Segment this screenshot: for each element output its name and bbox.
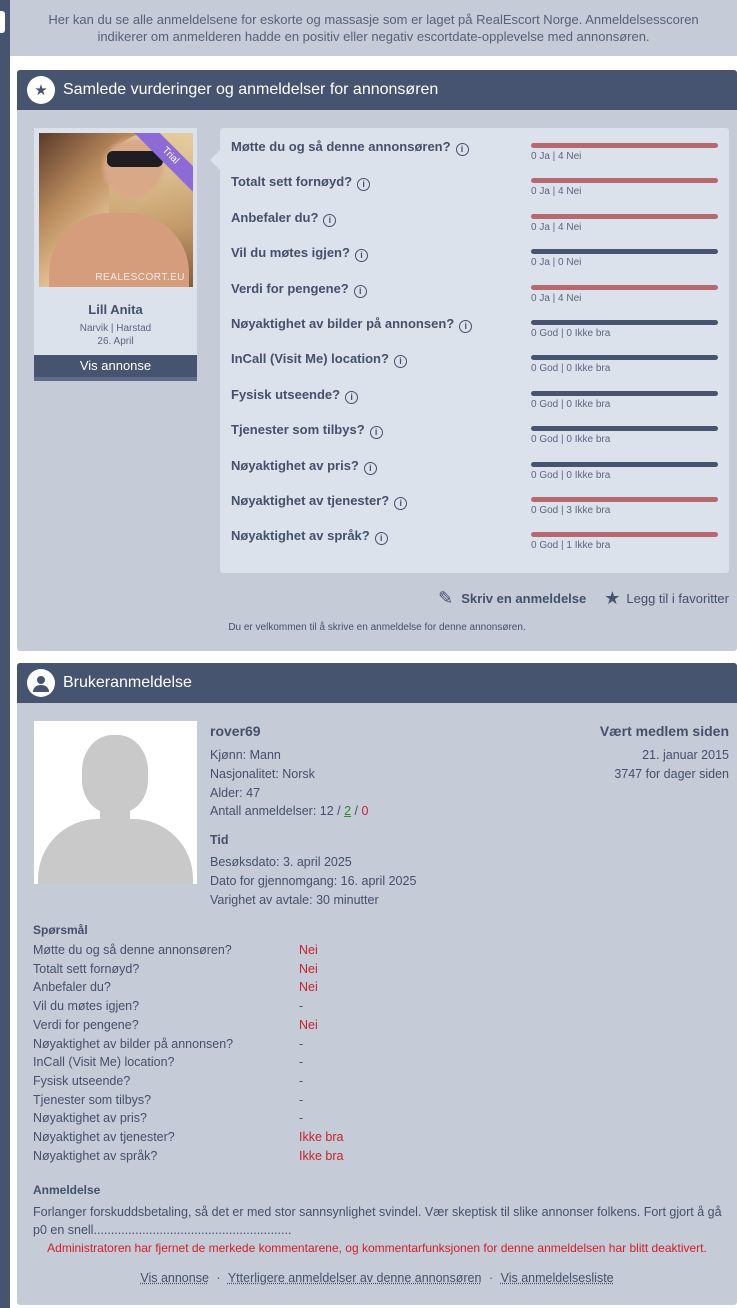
rating-count: 0 God | 0 Ikke bra: [531, 398, 611, 410]
trial-badge: Trial: [132, 133, 193, 194]
question-answer: -: [299, 1055, 304, 1070]
advertiser-photo[interactable]: [39, 133, 193, 287]
time-heading: Tid: [210, 833, 229, 847]
user-review-title: Brukeranmeldelse: [63, 674, 192, 691]
question-label: Anbefaler du?: [33, 980, 111, 995]
admin-note: Administratoren har fjernet de merkede kommentarene, og kommentarfunksjonen for denne anmeldelsen har blitt deaktivert.: [47, 1241, 707, 1255]
question-label: Totalt sett fornøyd?: [33, 961, 140, 976]
rating-question: Totalt sett fornøyd? i: [231, 174, 370, 191]
question-answer: -: [299, 1073, 304, 1088]
rating-question: Fysisk utseende? i: [231, 387, 358, 404]
review-links: Vis annonse · Ytterligere anmeldelser av denne annonsøren · Vis anmeldelsesliste: [140, 1271, 614, 1285]
rating-bar: [531, 532, 718, 537]
rating-question: Anbefaler du? i: [231, 210, 336, 227]
link-more-reviews[interactable]: Ytterligere anmeldelser av denne annonsøren: [227, 1271, 482, 1285]
reviewer-age: Alder: 47: [210, 786, 261, 800]
advertiser-card: [34, 128, 197, 381]
reviewer-gender: Kjønn: Mann: [210, 748, 281, 762]
user-review-panel: [17, 663, 737, 1305]
rating-count: 0 Ja | 4 Nei: [531, 151, 582, 162]
question-row: [33, 962, 723, 980]
question-label: Møtte du og så denne annonsøren?: [33, 943, 232, 957]
ratings-panel-title: Samlede vurderinger og anmeldelser for annonsøren: [63, 81, 439, 98]
question-row: [33, 999, 723, 1017]
rating-row: [220, 163, 729, 198]
question-row: [33, 1093, 723, 1111]
rating-count: 0 Ja | 4 Nei: [531, 186, 582, 198]
info-icon[interactable]: i: [370, 426, 383, 439]
review-heading: Anmeldelse: [33, 1183, 101, 1197]
sidebar-toggle-tab[interactable]: [0, 11, 5, 33]
info-icon[interactable]: i: [364, 462, 377, 475]
rating-row: [220, 340, 729, 375]
link-view-ad[interactable]: Vis annonse: [140, 1271, 209, 1285]
member-days: 3747 for dager siden: [614, 767, 729, 781]
reviewer-avatar: [34, 721, 197, 884]
photo-watermark: REALESCORT.EU: [95, 272, 185, 283]
rating-bar: [531, 355, 718, 360]
rating-count: 0 Ja | 0 Nei: [531, 257, 582, 269]
rating-bar: [531, 249, 718, 254]
info-icon[interactable]: i: [394, 497, 407, 510]
question-answer: Nei: [299, 961, 318, 976]
review-text: Forlanger forskuddsbetaling, så det er med stor sannsynlighet svindel. Vær skeptisk til slike annonser folkens. Fort gjort å gå p0 en snell.........................................................: [33, 1205, 722, 1237]
rating-count: 0 God | 0 Ikke bra: [531, 363, 611, 375]
question-row: [33, 1111, 723, 1129]
rating-bar: [531, 214, 718, 219]
question-answer: -: [299, 1092, 304, 1107]
star-icon: ★: [604, 588, 621, 608]
visit-date: Besøksdato: 3. april 2025: [210, 855, 352, 869]
info-icon[interactable]: i: [357, 178, 370, 191]
question-row: [33, 1149, 723, 1167]
ratings-panel: [17, 70, 737, 651]
rating-bar: [531, 391, 718, 396]
question-answer: -: [299, 999, 304, 1014]
info-icon[interactable]: i: [456, 143, 469, 156]
question-label: Vil du møtes igjen?: [33, 999, 140, 1014]
info-icon[interactable]: i: [459, 320, 472, 333]
rating-row: [220, 517, 729, 552]
rating-bar: [531, 462, 718, 467]
question-answer: -: [299, 1036, 304, 1051]
positive-review-count[interactable]: 2: [344, 804, 352, 818]
rating-count: 0 God | 3 Ikke bra: [531, 505, 611, 516]
rating-row: [220, 128, 729, 163]
ratings-summary: [220, 128, 729, 573]
review-date: Dato for gjennomgang: 16. april 2025: [210, 874, 417, 888]
question-answer: Nei: [299, 1017, 318, 1032]
write-review-button[interactable]: ✎ Skriv en anmeldelse: [438, 588, 587, 608]
question-row: [33, 980, 723, 998]
info-icon[interactable]: i: [355, 249, 368, 262]
info-icon[interactable]: i: [354, 285, 367, 298]
user-circle-icon: [27, 669, 55, 697]
question-label: Fysisk utseende?: [33, 1073, 131, 1088]
question-label: InCall (Visit Me) location?: [33, 1055, 175, 1070]
question-answer: Nei: [299, 980, 318, 995]
question-row: [33, 1055, 723, 1073]
question-answer: Ikke bra: [299, 1148, 344, 1163]
member-since-heading: Vært medlem siden: [599, 723, 729, 739]
rating-question: Nøyaktighet av pris? i: [231, 458, 377, 475]
question-answer: Nei: [299, 943, 318, 957]
info-icon[interactable]: i: [345, 391, 358, 404]
rating-question: InCall (Visit Me) location? i: [231, 351, 407, 368]
rating-question: Møtte du og så denne annonsøren? i: [231, 139, 469, 156]
question-row: [33, 1037, 723, 1055]
advertiser-location: Narvik | Harstad: [79, 323, 152, 334]
question-label: Nøyaktighet av språk?: [33, 1148, 158, 1163]
rating-count: 0 God | 0 Ikke bra: [531, 328, 611, 339]
rating-row: [220, 376, 729, 411]
reviewer-nationality: Nasjonalitet: Norsk: [210, 767, 315, 781]
rating-row: [220, 411, 729, 446]
reviewer-username[interactable]: rover69: [210, 723, 261, 739]
reviewer-review-count: Antall anmeldelser: 12 / 2 / 0: [210, 804, 369, 818]
question-row: [33, 1018, 723, 1036]
member-since-date: 21. januar 2015: [642, 748, 729, 762]
rating-bar: [531, 285, 718, 290]
rating-row: [220, 447, 729, 482]
rating-count: 0 God | 0 Ikke bra: [531, 434, 611, 446]
info-icon[interactable]: i: [394, 355, 407, 368]
advertiser-name[interactable]: Lill Anita: [88, 302, 143, 317]
questions-heading: Spørsmål: [33, 923, 88, 937]
star-badge-icon: ★: [27, 76, 55, 104]
left-sidebar-strip: [0, 0, 10, 1308]
rating-row: [220, 270, 729, 305]
question-label: Nøyaktighet av pris?: [33, 1111, 147, 1126]
question-answer: -: [299, 1111, 304, 1126]
rating-question: Tjenester som tilbys? i: [231, 422, 383, 439]
link-review-list[interactable]: Vis anmeldelsesliste: [500, 1271, 614, 1285]
rating-question: Nøyaktighet av bilder på annonsen? i: [231, 316, 472, 333]
rating-bar: [531, 320, 718, 325]
intro-text: Her kan du se alle anmeldelsene for eskorte og massasje som er laget på RealEscort Norge. Anmeldelsesscoren indikerer om anmelderen hadde en positiv eller negativ escortdate-opplevelse med annonsøren.: [10, 0, 737, 56]
view-ad-button[interactable]: Vis annonse: [34, 355, 197, 381]
add-favorite-button[interactable]: ★ Legg til i favoritter: [604, 588, 729, 608]
rating-row: [220, 199, 729, 234]
user-review-header: [17, 663, 737, 703]
rating-question: Nøyaktighet av språk? i: [231, 528, 388, 545]
info-icon[interactable]: i: [323, 214, 336, 227]
question-label: Nøyaktighet av tjenester?: [33, 1130, 175, 1144]
ratings-panel-header: [17, 70, 737, 110]
question-label: Verdi for pengene?: [33, 1017, 139, 1032]
rating-row: [220, 305, 729, 340]
rating-row: [220, 482, 729, 517]
question-row: [33, 943, 723, 961]
rating-bar: [531, 178, 718, 183]
rating-bar: [531, 426, 718, 431]
rating-question: Verdi for pengene? i: [231, 281, 367, 298]
rating-count: 0 God | 0 Ikke bra: [531, 469, 611, 481]
question-answer: Ikke bra: [299, 1130, 344, 1144]
rating-bar: [531, 143, 718, 148]
advertiser-date: 26. April: [97, 336, 134, 347]
pencil-icon: ✎: [438, 588, 454, 608]
rating-row: [220, 234, 729, 269]
question-label: Nøyaktighet av bilder på annonsen?: [33, 1036, 234, 1051]
info-icon[interactable]: i: [375, 532, 388, 545]
rating-question: Vil du møtes igjen? i: [231, 245, 368, 262]
rating-bar: [531, 497, 718, 502]
welcome-text: Du er velkommen til å skrive en anmeldelse for denne annonsøren.: [228, 622, 526, 633]
question-row: [33, 1130, 723, 1148]
question-row: [33, 1074, 723, 1092]
rating-count: 0 Ja | 4 Nei: [531, 292, 582, 304]
rating-question: Nøyaktighet av tjenester? i: [231, 493, 407, 510]
rating-count: 0 Ja | 4 Nei: [531, 221, 582, 233]
rating-count: 0 God | 1 Ikke bra: [531, 540, 611, 552]
review-actions: [438, 588, 729, 609]
negative-review-count: 0: [361, 804, 369, 818]
question-label: Tjenester som tilbys?: [33, 1092, 152, 1107]
appointment-duration: Varighet av avtale: 30 minutter: [210, 893, 379, 907]
